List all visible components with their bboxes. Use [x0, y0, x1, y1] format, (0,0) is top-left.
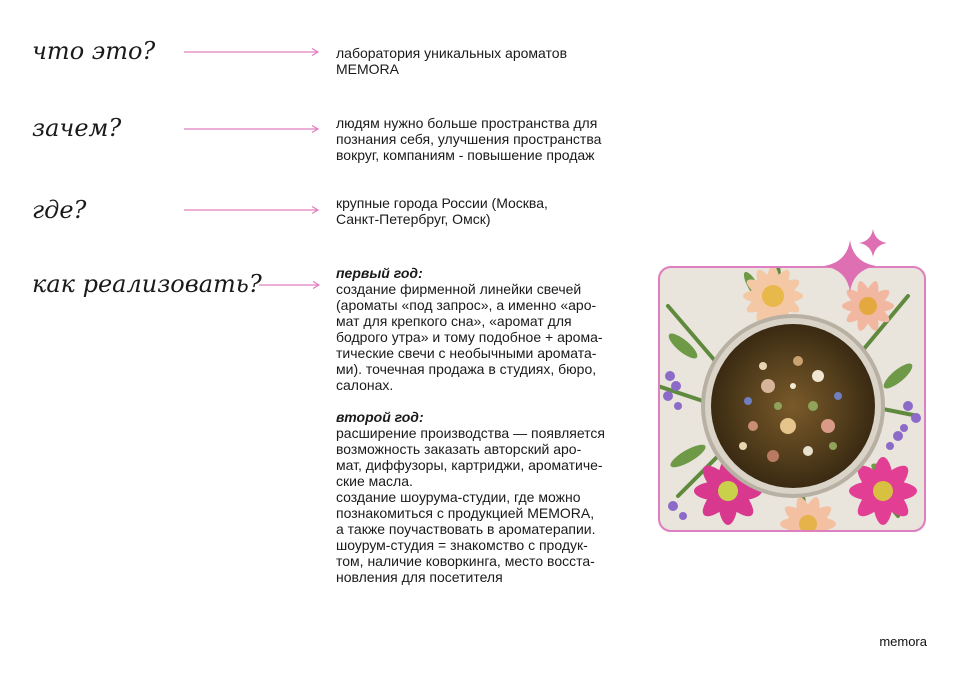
year-two-heading: второй год: [336, 409, 424, 425]
flowers-tea-photo [658, 266, 926, 532]
question-how: как реализовать? [32, 270, 262, 298]
answer-line: MEMORA [336, 61, 399, 77]
answer-where [336, 195, 631, 227]
answer-line: познания себя, улучшения пространства [336, 131, 602, 147]
arrow-right-icon [259, 280, 321, 290]
plan-line: новления для посетителя [336, 569, 503, 585]
plan-line: том, наличие коворкинга, место восста- [336, 553, 595, 569]
plan-line: мат, диффузоры, картриджи, ароматиче- [336, 457, 603, 473]
arrow-right-icon [184, 47, 320, 57]
plan-line: а также поучаствовать в ароматерапии. [336, 521, 596, 537]
answer-line: людям нужно больше пространства для [336, 115, 598, 131]
arrow-right-icon [184, 205, 320, 215]
year-one-heading: первый год: [336, 265, 423, 281]
plan-line: ми). точечная продажа в студиях, бюро, [336, 361, 597, 377]
answer-line: крупные города России (Москва, [336, 195, 548, 211]
plan-line: мат для крепкого сна», «аромат для [336, 313, 572, 329]
answer-line: вокруг, компаниям - повышение продаж [336, 147, 595, 163]
answer-line: Санкт-Петербруг, Омск) [336, 211, 491, 227]
plan-line: создание шоурума-студии, где можно [336, 489, 581, 505]
question-where: где? [32, 196, 87, 224]
plan-line: возможность заказать авторский аро- [336, 441, 582, 457]
plan-line: салонах. [336, 377, 394, 393]
plan-line: бодрого утра» и тому подобное + арома- [336, 329, 603, 345]
answer-what [336, 45, 631, 77]
plan-line: создание фирменной линейки свечей [336, 281, 582, 297]
answer-why [336, 115, 631, 163]
plan-line: тические свечи с необычными аромата- [336, 345, 597, 361]
plan-line: расширение производства — появляется [336, 425, 605, 441]
plan-line: шоурум-студия = знакомство с продук- [336, 537, 588, 553]
question-what: что это? [32, 37, 156, 65]
plan-line: познакомиться с продукцией MEMORA, [336, 505, 595, 521]
plan-line: (ароматы «под запрос», а именно «аро- [336, 297, 597, 313]
question-why: зачем? [32, 114, 122, 142]
brand-footer: memora [879, 634, 927, 649]
plan-line: ские масла. [336, 473, 413, 489]
arrow-right-icon [184, 124, 320, 134]
answer-how [336, 265, 631, 585]
sparkle-icon [859, 229, 887, 257]
answer-line: лаборатория уникальных ароматов [336, 45, 567, 61]
